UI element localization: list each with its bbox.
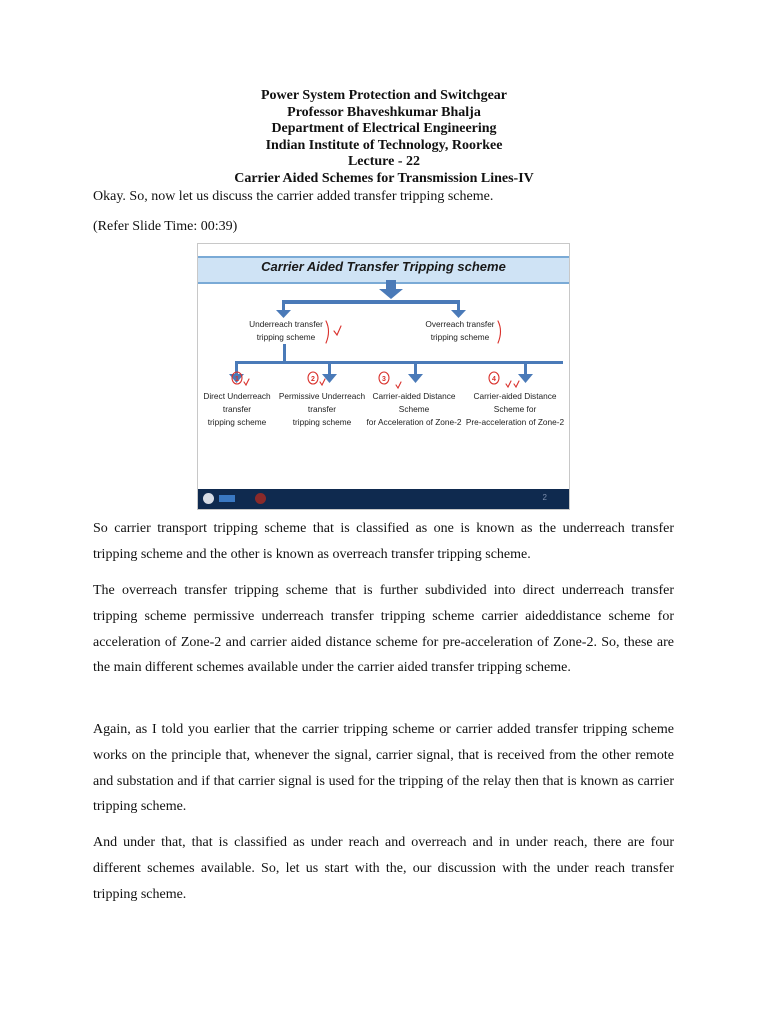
institute-logo-icon [203, 493, 214, 504]
overreach-node: Overreach transfer tripping scheme [425, 319, 495, 342]
slide-footer-bar [198, 489, 569, 509]
scheme-direct-underreach: Direct Underreach transfer tripping scheme [203, 391, 271, 427]
nptel-logo-icon [255, 493, 266, 504]
department-name: Department of Electrical Engineering [271, 121, 497, 137]
scheme-number-3: 3 [382, 376, 386, 383]
paragraph-4: And under that, that is classified as under reach and overreach and in under reach, there are four different schemes available. So, let us start with the, our discussion with the under reach transfer tripping scheme. [93, 835, 674, 902]
professor-name: Professor Bhaveshkumar Bhalja [287, 104, 481, 120]
scheme-number-4: 4 [492, 376, 496, 383]
slide-page-number: 2 [542, 493, 547, 502]
slide-title: Carrier Aided Transfer Tripping scheme [261, 259, 506, 274]
course-title: Power System Protection and Switchgear [261, 88, 507, 103]
scheme-number-1: 1 [235, 376, 239, 383]
scheme-acceleration-zone2: Carrier-aided Distance Scheme for Acceleration of Zone-2 [366, 391, 462, 427]
intro-paragraph: Okay. So, now let us discuss the carrier added transfer tripping scheme. [93, 189, 494, 204]
lecture-slide-image [198, 244, 569, 509]
scheme-preacceleration-zone2: Carrier-aided Distance Scheme for Pre-acceleration of Zone-2 [465, 391, 565, 427]
slide-time-reference: (Refer Slide Time: 00:39) [93, 219, 238, 234]
lecture-title: Carrier Aided Schemes for Transmission Lines-IV [234, 170, 534, 186]
underreach-node: Underreach transfer tripping scheme [249, 319, 323, 342]
paragraph-2: The overreach transfer tripping scheme that is further subdivided into direct underreach transfer tripping scheme permissive underreach transfer tripping scheme carrier aideddistance scheme for acceleration of Zone-2 and carrier aided distance scheme for pre-acceleration of Zone-2. So, these are the main different schemes available under the carrier aided transfer tripping scheme. [93, 583, 674, 676]
scheme-permissive-underreach: Permissive Underreach transfer tripping scheme [278, 391, 366, 427]
document-header [0, 88, 768, 188]
paragraph-1: So carrier transport tripping scheme that is classified as one is known as the underreach transfer tripping scheme and the other is known as overreach transfer tripping scheme. [93, 521, 674, 562]
swayam-logo-icon [219, 495, 235, 502]
lecture-number: Lecture - 22 [347, 154, 421, 170]
scheme-tree-diagram [198, 244, 569, 509]
institute-name: Indian Institute of Technology, Roorkee [265, 137, 503, 153]
scheme-number-2: 2 [311, 376, 315, 383]
paragraph-3: Again, as I told you earlier that the carrier tripping scheme or carrier added transfer tripping scheme works on the principle that, whenever the signal, carrier signal, that is received from the other remote and substation and if that carrier signal is used for the tripping of the relay then that is known as carrier tripping scheme. [93, 722, 674, 815]
